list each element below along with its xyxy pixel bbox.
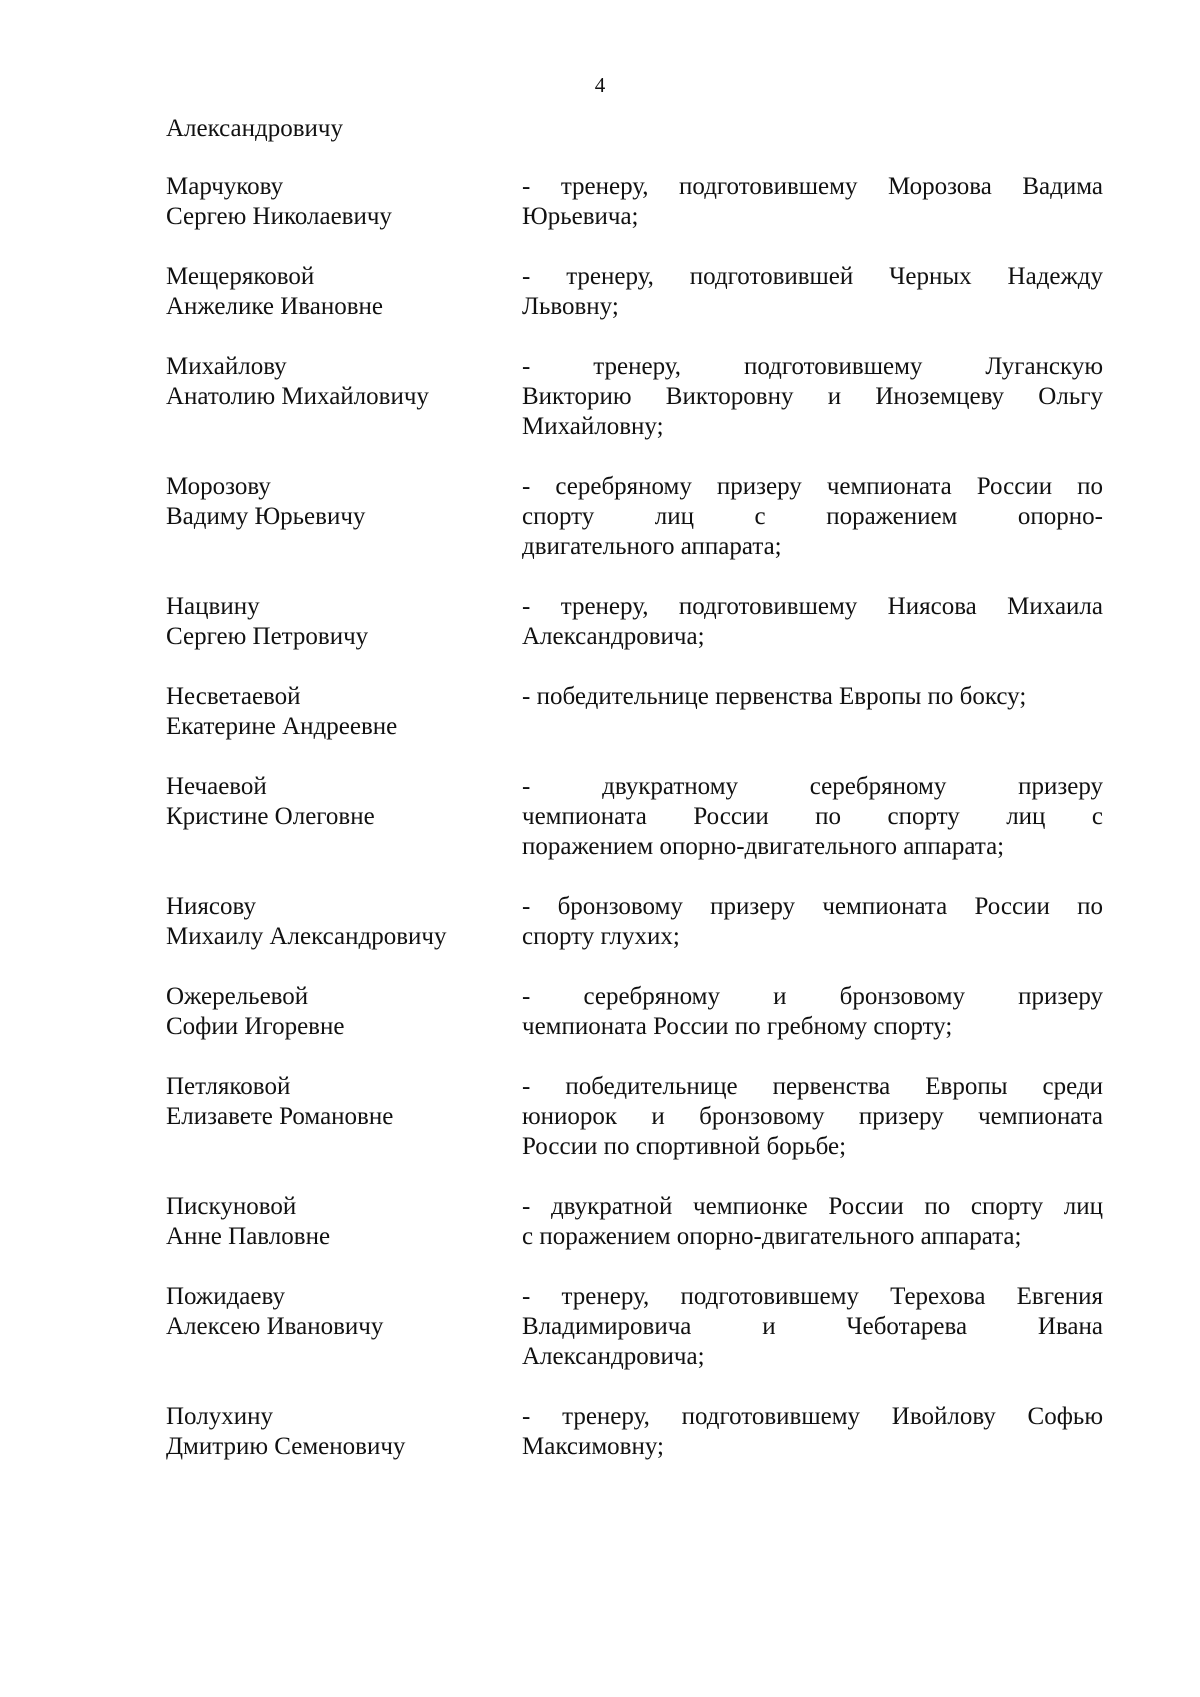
recipient-name (166, 1402, 506, 1462)
award-reason-line: Юрьевича; (522, 203, 639, 230)
recipient-name-line: Полухину (166, 1403, 273, 1430)
recipient-name (166, 472, 506, 532)
recipient-name-line: Вадиму Юрьевичу (166, 503, 366, 530)
award-reason-line: Львовну; (522, 293, 619, 320)
award-reason (522, 772, 1103, 862)
award-reason (522, 352, 1103, 442)
award-reason-line: - серебряному призеру чемпионата России по (522, 473, 1103, 500)
award-reason-line: - тренеру, подготовившему Морозова Вадима (522, 173, 1103, 200)
award-reason-line: - победительнице первенства Европы по боксу; (522, 683, 1027, 710)
award-reason-line: - победительнице первенства Европы среди (522, 1073, 1103, 1100)
recipient-name-line: Несветаевой (166, 683, 301, 710)
recipient-name-line: Сергею Николаевичу (166, 203, 392, 230)
award-reason (522, 1402, 1103, 1462)
recipient-name-line: Анатолию Михайловичу (166, 383, 429, 410)
recipient-name-line: Елизавете Романовне (166, 1103, 394, 1130)
recipient-name (166, 892, 506, 952)
recipient-name-line: Морозову (166, 473, 271, 500)
award-reason-line: - тренеру, подготовившему Луганскую (522, 353, 1103, 380)
award-reason (522, 1192, 1103, 1252)
recipient-name (166, 1072, 506, 1132)
recipient-name-line: Софии Игоревне (166, 1013, 345, 1040)
recipient-name-line: Марчукову (166, 173, 284, 200)
award-reason-line: - тренеру, подготовившему Терехова Евгения (522, 1283, 1103, 1310)
recipient-name-line: Дмитрию Семеновичу (166, 1433, 406, 1460)
recipient-name-line: Анне Павловне (166, 1223, 331, 1250)
award-reason (522, 892, 1103, 952)
award-reason-line: - тренеру, подготовившему Ивойлову Софью (522, 1403, 1103, 1430)
award-reason (522, 172, 1103, 232)
recipient-name-line: Сергею Петровичу (166, 623, 369, 650)
recipient-name-line: Петляковой (166, 1073, 291, 1100)
recipient-name-line: Нацвину (166, 593, 260, 620)
award-reason-line: чемпионата России по гребному спорту; (522, 1013, 953, 1040)
recipient-name-line: Мещеряковой (166, 263, 315, 290)
award-reason-line: поражением опорно-двигательного аппарата; (522, 833, 1005, 860)
recipient-name (166, 262, 506, 322)
award-reason-line: - двукратной чемпионке России по спорту лиц (522, 1193, 1103, 1220)
award-reason-line: двигательного аппарата; (522, 533, 782, 560)
recipient-name (166, 982, 506, 1042)
award-reason-line: Викторию Викторовну и Иноземцеву Ольгу (522, 383, 1103, 410)
award-reason (522, 472, 1103, 562)
award-reason-line: Максимовну; (522, 1433, 664, 1460)
award-reason-line: спорту лиц с поражением опорно- (522, 503, 1103, 530)
award-reason-line: России по спортивной борьбе; (522, 1133, 847, 1160)
recipient-name (166, 352, 506, 412)
award-reason (522, 682, 1103, 712)
recipient-name-line: Ниясову (166, 893, 256, 920)
recipient-name-line: Кристине Олеговне (166, 803, 375, 830)
recipient-name (166, 1282, 506, 1342)
recipient-name-line: Ожерельевой (166, 983, 309, 1010)
award-reason-line: Александровича; (522, 623, 705, 650)
recipient-name-line: Екатерине Андреевне (166, 713, 398, 740)
recipient-name-line: Анжелике Ивановне (166, 293, 383, 320)
award-reason (522, 262, 1103, 322)
recipient-name (166, 592, 506, 652)
award-reason-line: Михайловну; (522, 413, 664, 440)
recipient-name-line: Алексею Ивановичу (166, 1313, 384, 1340)
recipient-name (166, 172, 506, 232)
recipient-name (166, 682, 506, 742)
award-reason-line: - серебряному и бронзовому призеру (522, 983, 1103, 1010)
award-reason-line: юниорок и бронзовому призеру чемпионата (522, 1103, 1103, 1130)
award-reason-line: - тренеру, подготовившей Черных Надежду (522, 263, 1103, 290)
recipient-name-line: Михаилу Александровичу (166, 923, 447, 950)
recipient-name-line: Пискуновой (166, 1193, 297, 1220)
award-reason-line: с поражением опорно-двигательного аппарата; (522, 1223, 1022, 1250)
page-number: 4 (594, 73, 606, 97)
recipient-name (166, 1192, 506, 1252)
recipient-name-line: Нечаевой (166, 773, 267, 800)
award-reason-line: - бронзовому призеру чемпионата России по (522, 893, 1103, 920)
award-reason (522, 592, 1103, 652)
award-reason-line: - двукратному серебряному призеру (522, 773, 1103, 800)
award-reason-line: Владимировича и Чеботарева Ивана (522, 1313, 1103, 1340)
award-reason-line: спорту глухих; (522, 923, 680, 950)
award-reason (522, 1072, 1103, 1162)
award-reason-line: Александровича; (522, 1343, 705, 1370)
award-reason (522, 1282, 1103, 1372)
recipient-name-line: Пожидаеву (166, 1283, 285, 1310)
award-reason-line: чемпионата России по спорту лиц с (522, 803, 1103, 830)
award-reason (522, 982, 1103, 1042)
recipient-name-line: Михайлову (166, 353, 287, 380)
award-reason-line: - тренеру, подготовившему Ниясова Михаила (522, 593, 1103, 620)
recipient-name (166, 772, 506, 832)
carryover-line: Александровичу (166, 115, 344, 142)
